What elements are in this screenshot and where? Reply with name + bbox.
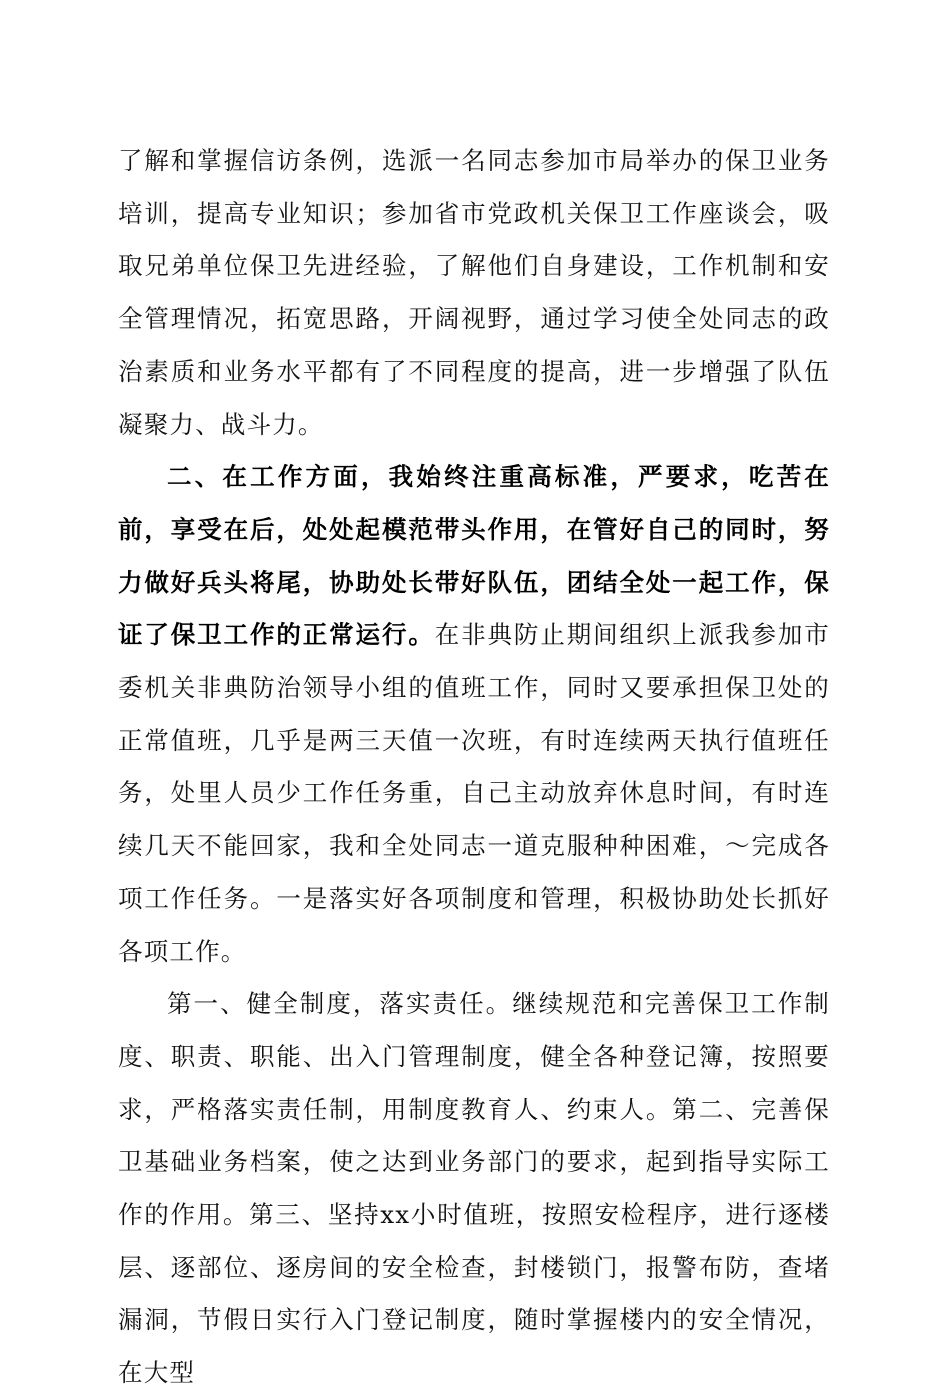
document-body [118,135,830,1400]
paragraph-2 [118,451,830,978]
paragraph-2-text: 在非典防止期间组织上派我参加市委机关非典防治领导小组的值班工作，同时又要承担保卫处的正常值班，几乎是两三天值一次班，有时连续两天执行值班任务，处里人员少工作任务重，自己主动放弃休息时间，有时连续几天不能回家，我和全处同志一道克服种种困难，～完成各项工作任务。一是落实好各项制度和管理，积极协助处长抓好各项工作。 [118,620,830,966]
paragraph-1-text: 了解和掌握信访条例，选派一名同志参加市局举办的保卫业务培训，提高专业知识；参加省市党政机关保卫工作座谈会，吸取兄弟单位保卫先进经验，了解他们自身建设，工作机制和安全管理情况，拓宽思路，开阔视野，通过学习使全处同志的政治素质和业务水平都有了不同程度的提高，进一步增强了队伍凝聚力、战斗力。 [118,146,830,439]
paragraph-3-text: 第一、健全制度，落实责任。继续规范和完善保卫工作制度、职责、职能、出入门管理制度，健全各种登记簿，按照要求，严格落实责任制，用制度教育人、约束人。第二、完善保卫基础业务档案，使之达到业务部门的要求，起到指导实际工作的作用。第三、坚持xx小时值班，按照安检程序，进行逐楼层、逐部位、逐房间的安全检查，封楼锁门，报警布防，查堵漏洞，节假日实行入门登记制度，随时掌握楼内的安全情况，在大型 [118,989,830,1388]
paragraph-2-heading: 二、在工作方面，我始终注重高标准，严要求，吃苦在前，享受在后，处处起模范带头作用，在管好自己的同时，努力做好兵头将尾，协助处长带好队伍，团结全处一起工作，保证了保卫工作的正常运行。 [118,462,830,650]
paragraph-1 [118,135,830,451]
paragraph-3 [118,978,830,1400]
